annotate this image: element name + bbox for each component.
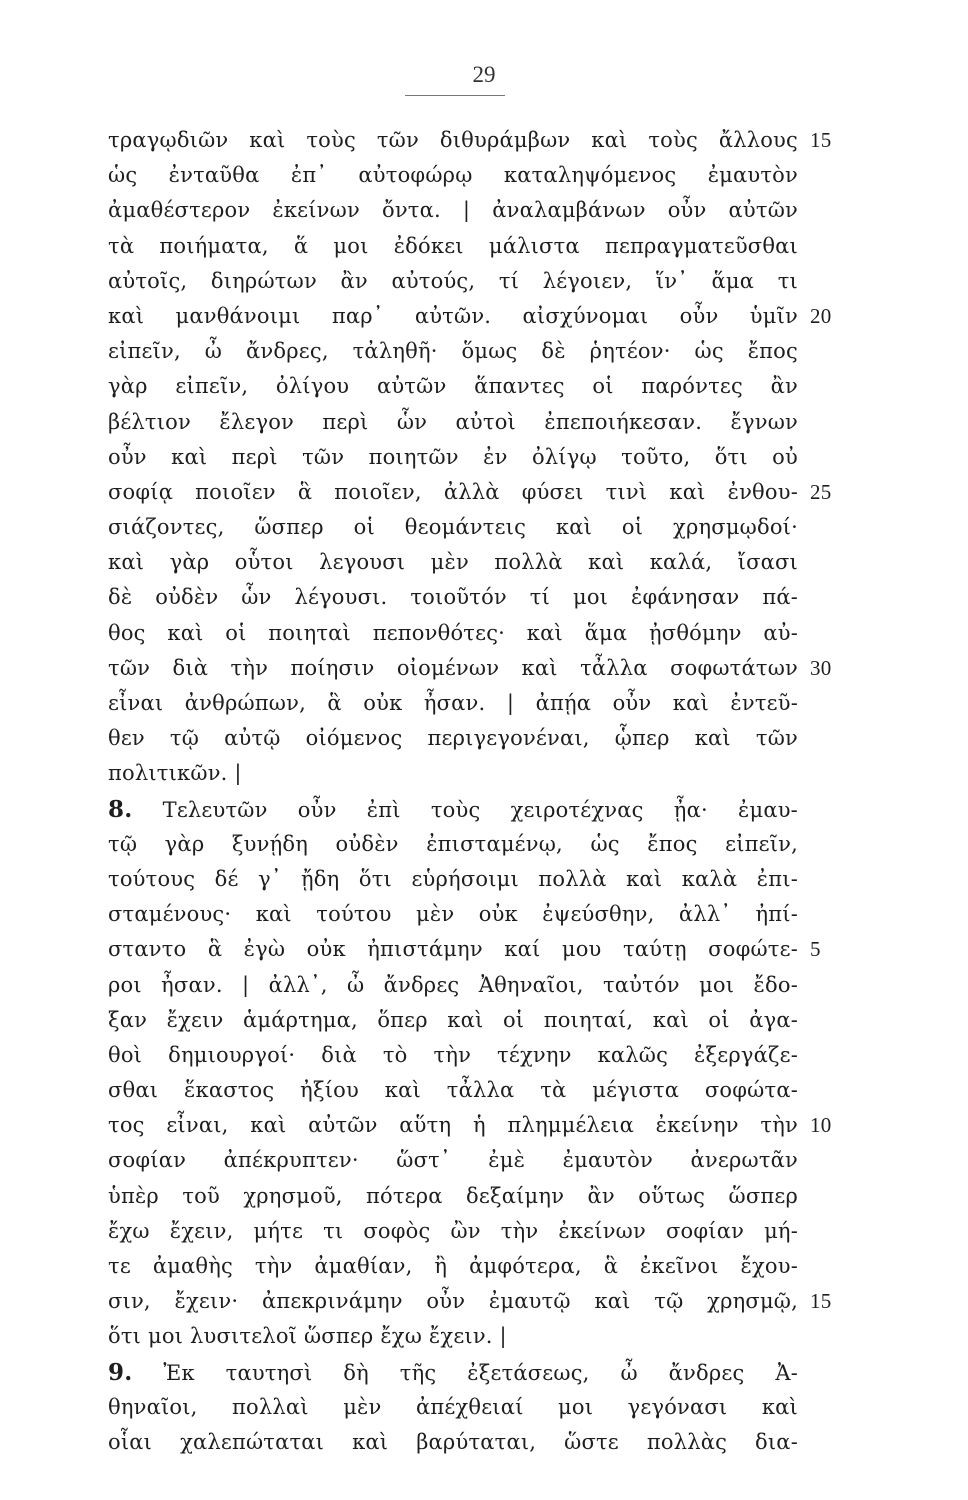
line-number: 5 (810, 937, 821, 962)
line-text: πολιτικῶν. | (108, 761, 242, 786)
line-text: Ἐκ ταυτησὶ δὴ τῆς ἐξετάσεως, ὦ ἄνδρες Ἀ- (163, 1360, 798, 1385)
line-number: 20 (810, 303, 832, 328)
line-text: ξαν ἔχειν ἁμάρτημα, ὅπερ καὶ οἱ ποιηταί, καὶ οἱ ἀγα- (108, 1007, 798, 1032)
line-text: οὖν καὶ περὶ τῶν ποιητῶν ἐν ὀλίγῳ τοῦτο, ὅτι οὐ (108, 444, 798, 469)
line-text: καὶ γὰρ οὗτοι λεγουσι μὲν πολλὰ καὶ καλά, ἴσασι (108, 550, 798, 575)
text-line (108, 792, 798, 827)
text-line (108, 299, 832, 334)
text-line (108, 862, 798, 897)
text-line (108, 1038, 798, 1073)
text-line (108, 1143, 798, 1178)
text-line (108, 1179, 798, 1214)
text-line (108, 123, 832, 158)
text-line (108, 1003, 798, 1038)
line-number: 10 (810, 1113, 832, 1138)
line-text: σοφίᾳ ποιοῖεν ἃ ποιοῖεν, ἀλλὰ φύσει τινὶ καὶ ἐνθου- (108, 479, 798, 504)
section-number: 8. (108, 795, 133, 823)
text-line (108, 1425, 798, 1460)
line-text: θος καὶ οἱ ποιηταὶ πεπονθότες· καὶ ἅμα ᾐσθόμην αὐ- (108, 620, 798, 645)
text-line (108, 405, 798, 440)
text-line (108, 1319, 798, 1354)
line-text: αὐτοῖς, διηρώτων ἂν αὐτούς, τί λέγοιεν, ἵν᾽ ἅμα τι (108, 268, 798, 293)
line-text: θεν τῷ αὐτῷ οἰόμενος περιγεγονέναι, ᾧπερ καὶ τῶν (108, 726, 798, 751)
line-text: ἔχω ἔχειν, μήτε τι σοφὸς ὢν τὴν ἐκείνων σοφίαν μή- (108, 1218, 798, 1243)
text-line (108, 158, 798, 193)
text-line (108, 932, 821, 967)
header-rule (405, 95, 505, 96)
line-text: εἰπεῖν, ὦ ἄνδρες, τἀληθῆ· ὅμως δὲ ῥητέον· ὡς ἔπος (108, 339, 798, 364)
text-line (108, 651, 832, 686)
text-line (108, 1284, 832, 1319)
text-line (108, 193, 798, 228)
line-text: ροι ἦσαν. | ἀλλ᾽, ὦ ἄνδρες Ἀθηναῖοι, ταὐτόν μοι ἔδο- (108, 972, 798, 997)
line-text: οἷαι χαλεπώταται καὶ βαρύταται, ὥστε πολλὰς δια- (108, 1429, 798, 1454)
line-text: καὶ μανθάνοιμι παρ᾽ αὐτῶν. αἰσχύνομαι οὖν ὑμῖν (108, 303, 798, 328)
line-text: ὅτι μοι λυσιτελοῖ ὥσπερ ἔχω ἔχειν. | (108, 1324, 507, 1349)
page-number: 29 (472, 62, 496, 87)
text-line (108, 1249, 798, 1284)
text-line (108, 756, 798, 791)
line-text: εἶναι ἀνθρώπων, ἃ οὐκ ἦσαν. | ἀπῄα οὖν καὶ ἐντεῦ- (108, 691, 798, 715)
text-line (108, 264, 798, 299)
line-text: τραγῳδιῶν καὶ τοὺς τῶν διθυράμβων καὶ τοὺς ἄλλους (108, 128, 798, 152)
line-text: τῷ γὰρ ξυνῄδη οὐδὲν ἐπισταμένῳ, ὡς ἔπος εἰπεῖν, (108, 831, 798, 856)
text-line (108, 968, 798, 1003)
line-text: δὲ οὐδὲν ὧν λέγουσι. τοιοῦτόν τί μοι ἐφάνησαν πά- (108, 585, 798, 610)
line-text: τούτους δέ γ᾽ ᾔδη ὅτι εὑρήσοιμι πολλὰ καὶ καλὰ ἐπι- (108, 866, 798, 891)
text-line (108, 580, 798, 615)
line-text: τὰ ποιήματα, ἅ μοι ἐδόκει μάλιστα πεπραγματεῦσθαι (108, 233, 798, 258)
text-line (108, 1073, 798, 1108)
line-number: 15 (810, 1289, 832, 1314)
line-text: θηναῖοι, πολλαὶ μὲν ἀπέχθειαί μοι γεγόνασι καὶ (108, 1394, 798, 1419)
text-line (108, 827, 798, 862)
line-text: ὡς ἐνταῦθα ἐπ᾽ αὐτοφώρῳ καταληψόμενος ἐμαυτὸν (108, 163, 798, 188)
body-text (108, 123, 832, 1460)
text-line (108, 1214, 798, 1249)
text-line (108, 369, 798, 404)
text-line (108, 510, 798, 545)
line-text: σιάζοντες, ὥσπερ οἱ θεομάντεις καὶ οἱ χρησμῳδοί· (108, 515, 798, 540)
line-text: τῶν διὰ τὴν ποίησιν οἰομένων καὶ τἆλλα σοφωτάτων (108, 655, 798, 680)
line-text: θοὶ δημιουργοί· διὰ τὸ τὴν τέχνην καλῶς ἐξεργάζε- (108, 1042, 798, 1067)
text-line (108, 721, 798, 756)
text-line (108, 1390, 798, 1425)
text-line (108, 616, 798, 651)
text-line (108, 440, 798, 475)
line-text: Τελευτῶν οὖν ἐπὶ τοὺς χειροτέχνας ᾖα· ἐμαυ- (162, 797, 798, 822)
line-number: 30 (810, 655, 832, 680)
section-number: 9. (108, 1358, 133, 1386)
line-text: τος εἶναι, καὶ αὐτῶν αὕτη ἡ πλημμέλεια ἐκείνην τὴν (108, 1113, 798, 1138)
text-line (108, 1355, 798, 1390)
line-text: γὰρ εἰπεῖν, ὀλίγου αὐτῶν ἅπαντες οἱ παρόντες ἂν (108, 374, 798, 399)
text-line (108, 1108, 832, 1143)
line-text: τε ἀμαθὴς τὴν ἀμαθίαν, ἢ ἀμφότερα, ἃ ἐκεῖνοι ἔχου- (108, 1254, 798, 1278)
text-line (108, 897, 798, 932)
line-text: σοφίαν ἀπέκρυπτεν· ὥστ᾽ ἐμὲ ἐμαυτὸν ἀνερωτᾶν (108, 1148, 798, 1173)
line-text: σταντο ἃ ἐγὼ οὐκ ἠπιστάμην καί μου ταύτῃ σοφώτε- (108, 937, 798, 962)
line-text: σταμένους· καὶ τούτου μὲν οὐκ ἐψεύσθην, ἀλλ᾽ ἠπί- (108, 902, 798, 927)
line-text: ὑπὲρ τοῦ χρησμοῦ, πότερα δεξαίμην ἂν οὕτως ὥσπερ (108, 1183, 798, 1208)
line-text: ἀμαθέστερον ἐκείνων ὄντα. | ἀναλαμβάνων οὖν αὐτῶν (108, 198, 798, 223)
text-line (108, 545, 798, 580)
text-line (108, 686, 798, 721)
line-number: 15 (810, 128, 832, 152)
text-line (108, 334, 798, 369)
text-line (108, 475, 832, 510)
line-number: 25 (810, 479, 832, 504)
text-line (108, 229, 798, 264)
line-text: βέλτιον ἔλεγον περὶ ὧν αὐτοὶ ἐπεποιήκεσαν. ἔγνων (108, 409, 798, 434)
line-text: σθαι ἕκαστος ἠξίου καὶ τἆλλα τὰ μέγιστα σοφώτα- (108, 1078, 798, 1103)
line-text: σιν, ἔχειν· ἀπεκρινάμην οὖν ἐμαυτῷ καὶ τῷ χρησμῷ, (108, 1289, 798, 1314)
